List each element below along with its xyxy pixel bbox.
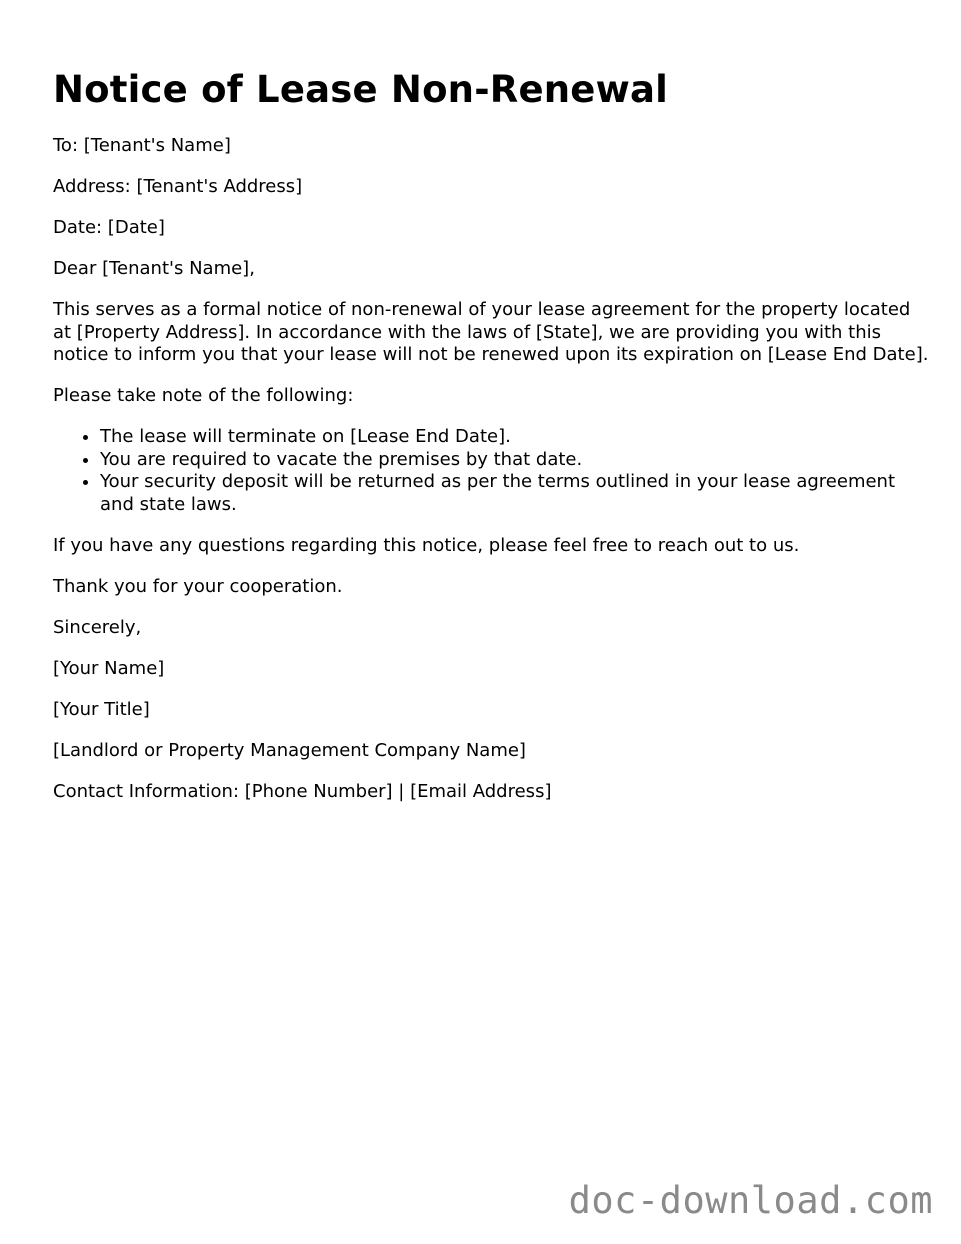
watermark: doc-download.com (568, 1179, 933, 1222)
list-item: • Your security deposit will be returned as per the terms outlined in your lease agreement and state laws. (100, 471, 933, 516)
address-line: Address: [Tenant's Address] (53, 176, 303, 197)
list-intro: Please take note of the following: (53, 385, 354, 406)
list-item: • You are required to vacate the premises by that date. (100, 449, 933, 472)
recipient-line: To: [Tenant's Name] (53, 135, 231, 156)
document-title: Notice of Lease Non-Renewal (53, 68, 669, 111)
contact-line: Contact Information: [Phone Number] | [Email Address] (53, 780, 552, 802)
body-paragraph: This serves as a formal notice of non-renewal of your lease agreement for the property located at [Property Address]. In accordance with the laws of [State], we are providing you with this notice to inform you that your lease will not be renewed upon its expiration on [Lease End Date]. (53, 299, 929, 365)
date-line: Date: [Date] (53, 217, 165, 238)
thanks-line: Thank you for your cooperation. (53, 575, 343, 597)
notice-list (53, 426, 933, 516)
document-page (53, 66, 933, 822)
company-name: [Landlord or Property Management Company Name] (53, 739, 526, 761)
closing: Sincerely, (53, 616, 142, 638)
signer-title: [Your Title] (53, 698, 150, 720)
signer-name: [Your Name] (53, 657, 165, 679)
questions-line: If you have any questions regarding this notice, please feel free to reach out to us. (53, 534, 800, 556)
list-item: • The lease will terminate on [Lease End Date]. (100, 426, 933, 449)
salutation: Dear [Tenant's Name], (53, 258, 255, 279)
